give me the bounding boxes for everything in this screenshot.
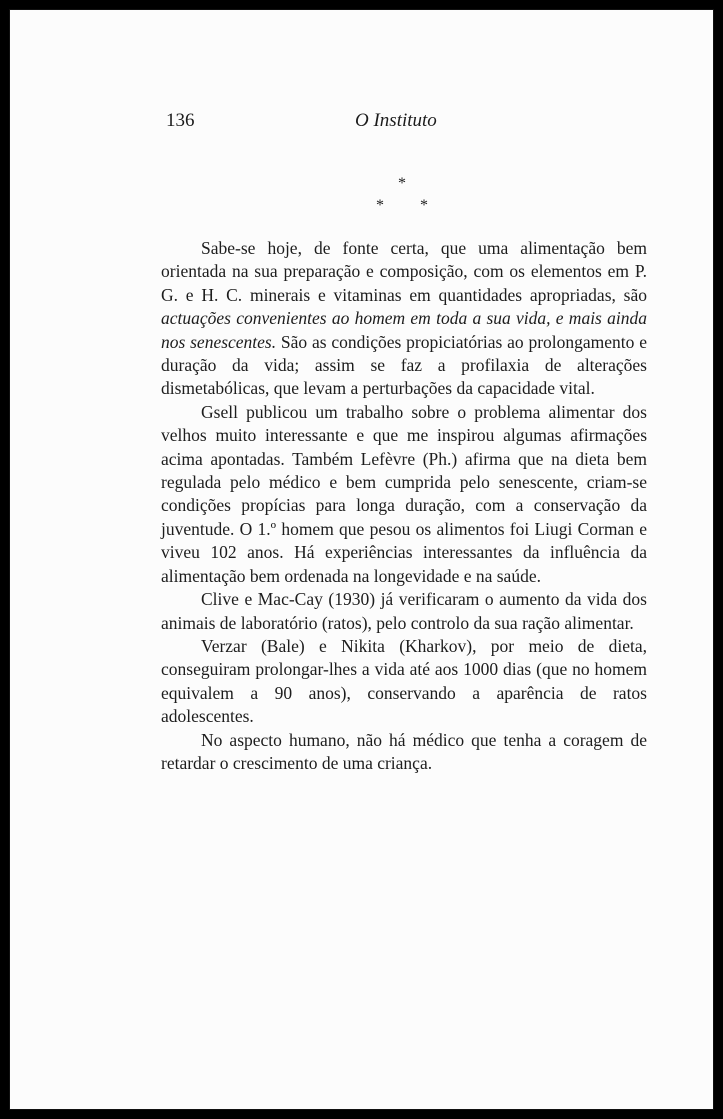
body-text (161, 237, 647, 775)
separator-star-top: * (398, 175, 406, 192)
paragraph: No aspecto humano, não há médico que tenha a coragem de retardar o crescimento de uma criança. (161, 729, 647, 773)
running-title: O Instituto (355, 110, 437, 131)
separator-star-left: * (376, 197, 384, 214)
paragraph-tail: São as condições propiciatórias ao prolongamento e duração da vida; assim se faz a profilaxia de alterações dismetabólicas, que levam a perturbações da capacidade vital. (161, 331, 647, 399)
paragraph-emphasis: actuações convenientes ao homem em toda a sua vida, e mais ainda nos senescentes. (161, 308, 647, 352)
paragraph (161, 237, 647, 401)
page-number: 136 (166, 110, 195, 131)
page-sheet (9, 9, 714, 1110)
page-header (10, 110, 715, 136)
paragraph-lead: Sabe-se hoje, de fonte certa, que uma alimentação bem orientada na sua preparação e composição, com os elementos em P. G. e H. C. minerais e vitaminas em quantidades apropriadas, são (161, 238, 647, 305)
separator-star-right: * (420, 197, 428, 214)
paragraph: Gsell publicou um trabalho sobre o problema alimentar dos velhos muito interessante e que me inspirou algumas afirmações acima apontadas. Também Lefèvre (Ph.) afirma que na dieta bem regulada pelo médico e bem cumprida pelo senescente, criam-se condições propícias para longa duração, com a conservação da juventude. O 1.º homem que pesou os alimentos foi Liugi Corman e viveu 102 anos. Há experiências interessantes da influência da alimentação bem ordenada na longevidade e na saúde. (161, 401, 647, 586)
paragraph: Verzar (Bale) e Nikita (Kharkov), por meio de dieta, conseguiram prolongar-lhes a vida até aos 1000 dias (que no homem equivalem a 90 anos), conservando a aparência de ratos adolescentes. (161, 635, 647, 727)
paragraph: Clive e Mac-Cay (1930) já verificaram o aumento da vida dos animais de laboratório (ratos), pelo controlo da sua ração alimentar. (161, 589, 647, 633)
